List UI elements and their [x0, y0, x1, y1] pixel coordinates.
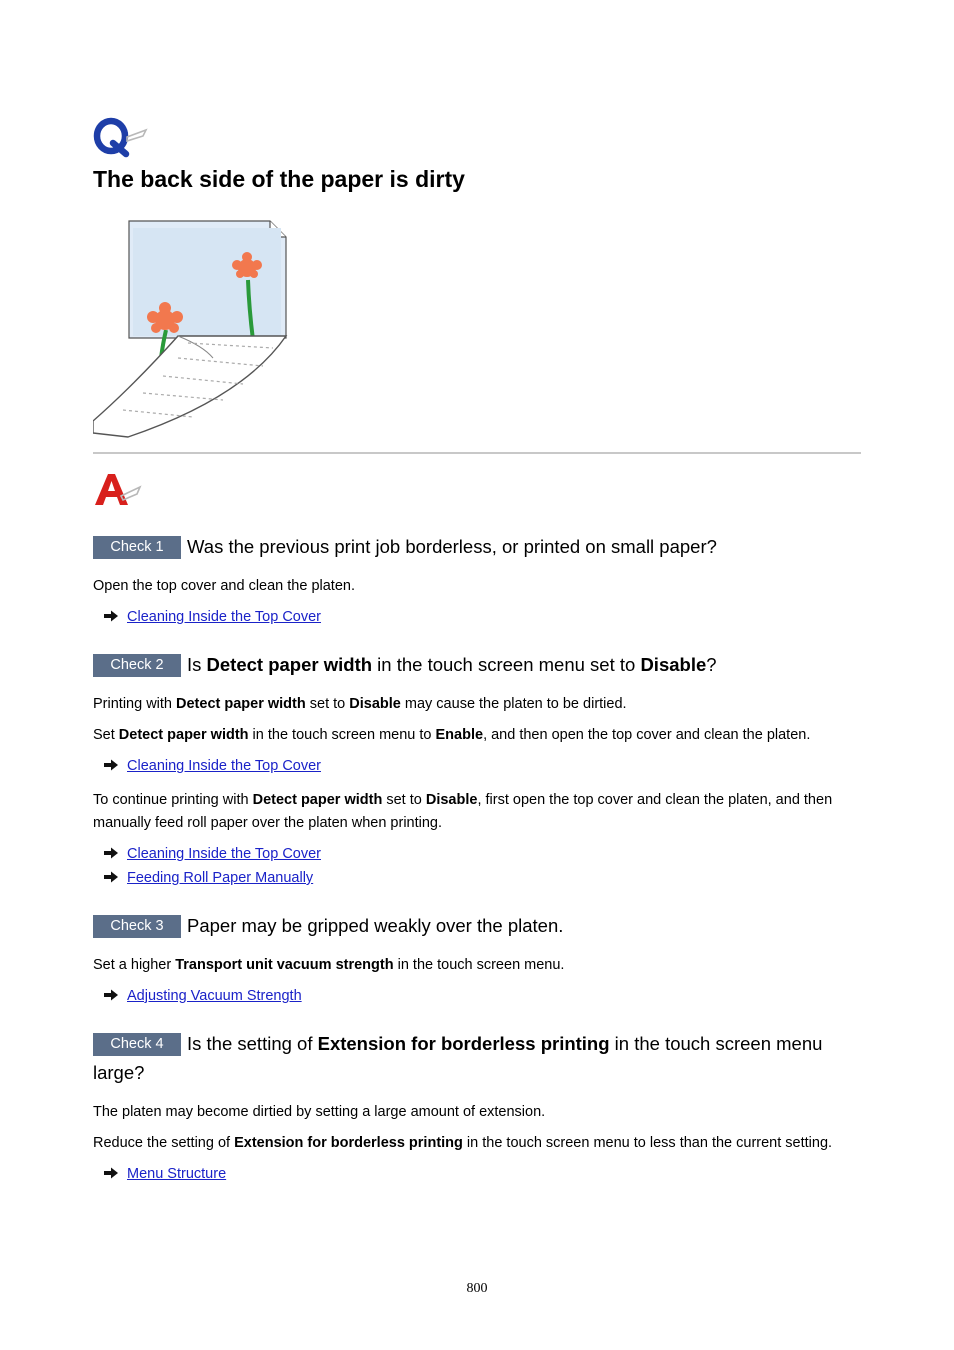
check-3-links: [93, 985, 861, 1009]
check-4-text-2: [93, 1132, 861, 1155]
text: Reduce the setting of: [93, 1135, 235, 1151]
heading-text: ?: [706, 654, 717, 675]
check-1-links: [93, 606, 861, 630]
bold: Detect paper width: [176, 696, 306, 712]
check-3-heading: [93, 911, 861, 940]
heading-text: in the touch screen menu large?: [93, 1033, 823, 1083]
arrow-right-icon: [103, 868, 119, 891]
check-2-links-2: [93, 843, 861, 891]
check-1-text: Open the top cover and clean the platen.: [93, 578, 355, 594]
link-item: [93, 843, 861, 867]
text: in the touch screen menu to less than the current setting.: [462, 1135, 833, 1151]
link-item: [93, 1163, 861, 1187]
check-3-badge: Check 3: [93, 915, 181, 938]
heading-bold: Disable: [640, 654, 707, 675]
link-item: [93, 867, 861, 891]
bold: Transport unit vacuum strength: [175, 957, 394, 973]
text: set to: [382, 792, 426, 808]
link-cleaning-top-cover[interactable]: Cleaning Inside the Top Cover: [127, 758, 321, 774]
check-2-badge: Check 2: [93, 654, 181, 677]
heading-bold: Detect paper width: [206, 654, 373, 675]
link-feeding-roll-paper[interactable]: Feeding Roll Paper Manually: [127, 870, 314, 886]
page-title: The back side of the paper is dirty: [93, 166, 465, 192]
heading-text: Is the setting of: [187, 1033, 318, 1054]
heading-text: Is: [187, 654, 207, 675]
bold: Enable: [435, 727, 484, 743]
check-1-title: Was the previous print job borderless, or printed on small paper?: [187, 536, 717, 557]
answer-content: [93, 532, 861, 1207]
check-2-text-1: [93, 693, 861, 716]
arrow-right-icon: [103, 607, 119, 630]
text: in the touch screen menu to: [248, 727, 436, 743]
text: Printing with: [93, 696, 177, 712]
arrow-right-icon: [103, 986, 119, 1009]
text: set to: [305, 696, 350, 712]
text: may cause the platen to be dirtied.: [400, 696, 627, 712]
section-divider: [93, 452, 861, 454]
page-number: 800: [466, 1281, 488, 1296]
bold: Detect paper width: [118, 727, 249, 743]
heading-text: in the touch screen menu set to: [372, 654, 641, 675]
arrow-right-icon: [103, 844, 119, 867]
check-2-text-2: [93, 724, 861, 747]
link-adjusting-vacuum[interactable]: Adjusting Vacuum Strength: [127, 988, 302, 1004]
check-2-heading: [93, 650, 861, 679]
check-2-links-1: [93, 755, 861, 779]
link-item: [93, 606, 861, 630]
answer-icon: [93, 472, 143, 513]
bold: Detect paper width: [252, 792, 383, 808]
check-3-text: [93, 954, 861, 977]
link-cleaning-top-cover[interactable]: Cleaning Inside the Top Cover: [127, 846, 321, 862]
check-4-text-1: The platen may become dirtied by setting a large amount of extension.: [93, 1104, 546, 1120]
check-4-heading: [93, 1029, 861, 1087]
bold: Disable: [349, 696, 401, 712]
text: , first open the top cover and clean the platen, and then manually feed roll paper over the platen when printing.: [93, 792, 833, 831]
bold: Disable: [425, 792, 478, 808]
arrow-right-icon: [103, 756, 119, 779]
text: Set a higher: [93, 957, 176, 973]
text: Set: [93, 727, 119, 743]
check-4-badge: Check 4: [93, 1033, 181, 1056]
text: To continue printing with: [93, 792, 253, 808]
check-4-links: [93, 1163, 861, 1187]
link-menu-structure[interactable]: Menu Structure: [127, 1166, 227, 1182]
check-1-badge: Check 1: [93, 536, 181, 559]
bold: Extension for borderless printing: [234, 1135, 463, 1151]
heading-bold: Extension for borderless printing: [317, 1033, 610, 1054]
text: , and then open the top cover and clean the platen.: [483, 727, 811, 743]
link-item: [93, 755, 861, 779]
question-icon: [93, 116, 149, 163]
link-item: [93, 985, 861, 1009]
check-2-text-3: [93, 789, 861, 835]
check-1-heading: [93, 532, 861, 561]
dirty-paper-illustration: [93, 218, 289, 445]
link-cleaning-top-cover[interactable]: Cleaning Inside the Top Cover: [127, 609, 321, 625]
arrow-right-icon: [103, 1164, 119, 1187]
text: in the touch screen menu.: [393, 957, 565, 973]
check-3-title: Paper may be gripped weakly over the platen.: [187, 915, 564, 936]
